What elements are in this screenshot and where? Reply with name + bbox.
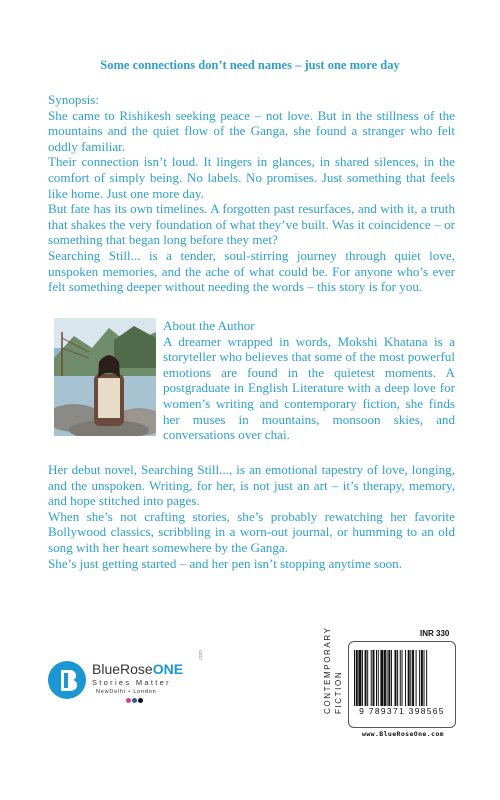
genre-line-1: CONTEMPORARY	[323, 626, 332, 714]
synopsis-paragraph: Their connection isn’t loud. It lingers in glances, in shared silences, in the comfort of simply being. No labels. No promises. Just something that feels like home. Just one more day.	[48, 154, 455, 201]
barcode-bar	[387, 650, 388, 706]
barcode-bar	[405, 650, 406, 706]
barcode	[348, 641, 456, 728]
author-heading: About the Author	[163, 318, 255, 333]
publisher-tagline: Stories Matter	[92, 678, 171, 687]
barcode-bar	[376, 650, 377, 706]
publisher-name: BlueRoseONE	[92, 661, 184, 677]
barcode-bar	[410, 650, 411, 706]
instagram-icon	[126, 698, 131, 703]
synopsis-heading: Synopsis:	[48, 92, 99, 107]
barcode-bar	[402, 650, 403, 706]
barcode-bar	[408, 650, 410, 706]
barcode-bar	[421, 650, 423, 706]
barcode-bars	[354, 650, 450, 706]
website-url: www.BlueRoseOne.com	[362, 730, 444, 738]
author-photo	[54, 318, 156, 436]
bio-paragraph: When she’s not crafting stories, she’s probably rewatching her favorite Bollywood classics, scribbling in a worn-out journal, or humming to an old song with her heart somewhere by the Ganga.	[48, 508, 455, 555]
tagline: Some connections don’t need names – just one more day	[100, 58, 400, 72]
publisher-logo	[48, 650, 228, 709]
barcode-bar	[362, 650, 363, 706]
barcode-bar	[424, 650, 425, 706]
barcode-bar	[372, 650, 374, 706]
about-author	[48, 318, 455, 443]
price: INR 330	[420, 629, 450, 638]
barcode-bar	[380, 650, 383, 706]
barcode-bar	[371, 650, 372, 706]
bio-paragraph: She’s just getting started – and her pen isn’t stopping anytime soon.	[48, 555, 402, 571]
genre-line-2: FICTION	[334, 670, 343, 714]
barcode-bar	[358, 650, 361, 706]
barcode-bar	[384, 650, 386, 706]
synopsis-paragraph: She came to Rishikesh seeking peace – not love. But in the stillness of the mountains and the quiet flow of the Ganga, she found a stranger who felt oddly familiar.	[48, 107, 455, 154]
synopsis-paragraph: But fate has its own timelines. A forgotten past resurfaces, and with it, a truth that shakes the very foundation of what they’ve built. Was it coincidence – or something that began long before they met?	[48, 201, 455, 248]
barcode-bar	[354, 650, 355, 706]
barcode-bar	[419, 650, 420, 706]
isbn: 9 789371 398565	[359, 706, 445, 716]
bluerose-logo-icon	[48, 661, 86, 699]
publisher-locations: NewDelhi • London	[96, 689, 157, 695]
barcode-bar	[365, 650, 367, 706]
author-intro: A dreamer wrapped in words, Mokshi Khatana is a storyteller who believes that some of the most powerful emotions are found in the quietest moments. A postgraduate in English Literature with a deep love for women’s writing and contemporary fiction, she finds her muses in mountains, monsoon skies, and conversations over chai.	[163, 333, 455, 443]
bio-paragraph: Her debut novel, Searching Still..., is an emotional tapestry of love, longing, and the unspoken. Writing, for her, is not just an art – it’s therapy, memory, and hope stitched into pages.	[48, 462, 455, 509]
barcode-bar	[388, 650, 390, 706]
barcode-bar	[394, 650, 396, 706]
barcode-bar	[356, 650, 358, 706]
barcode-bar	[367, 650, 368, 706]
barcode-bar	[397, 650, 398, 706]
barcode-bar	[378, 650, 379, 706]
barcode-bar	[416, 650, 417, 706]
synopsis-paragraph: Searching Still... is a tender, soul-stirring journey through quiet love, unspoken memories, and the ache of what could be. For anyone who’s ever felt something deeper without needing the words – this story is for you.	[48, 247, 455, 295]
author-bio	[48, 462, 455, 571]
barcode-bar	[400, 650, 401, 706]
facebook-icon	[132, 698, 137, 703]
barcode-bar	[426, 650, 427, 706]
x-icon	[138, 698, 143, 703]
author-text	[163, 318, 455, 443]
barcode-bar	[412, 650, 414, 706]
social-icons	[126, 698, 143, 703]
barcode-bar	[391, 650, 392, 706]
synopsis	[48, 92, 455, 295]
publisher-dotcom: .com	[198, 650, 204, 661]
